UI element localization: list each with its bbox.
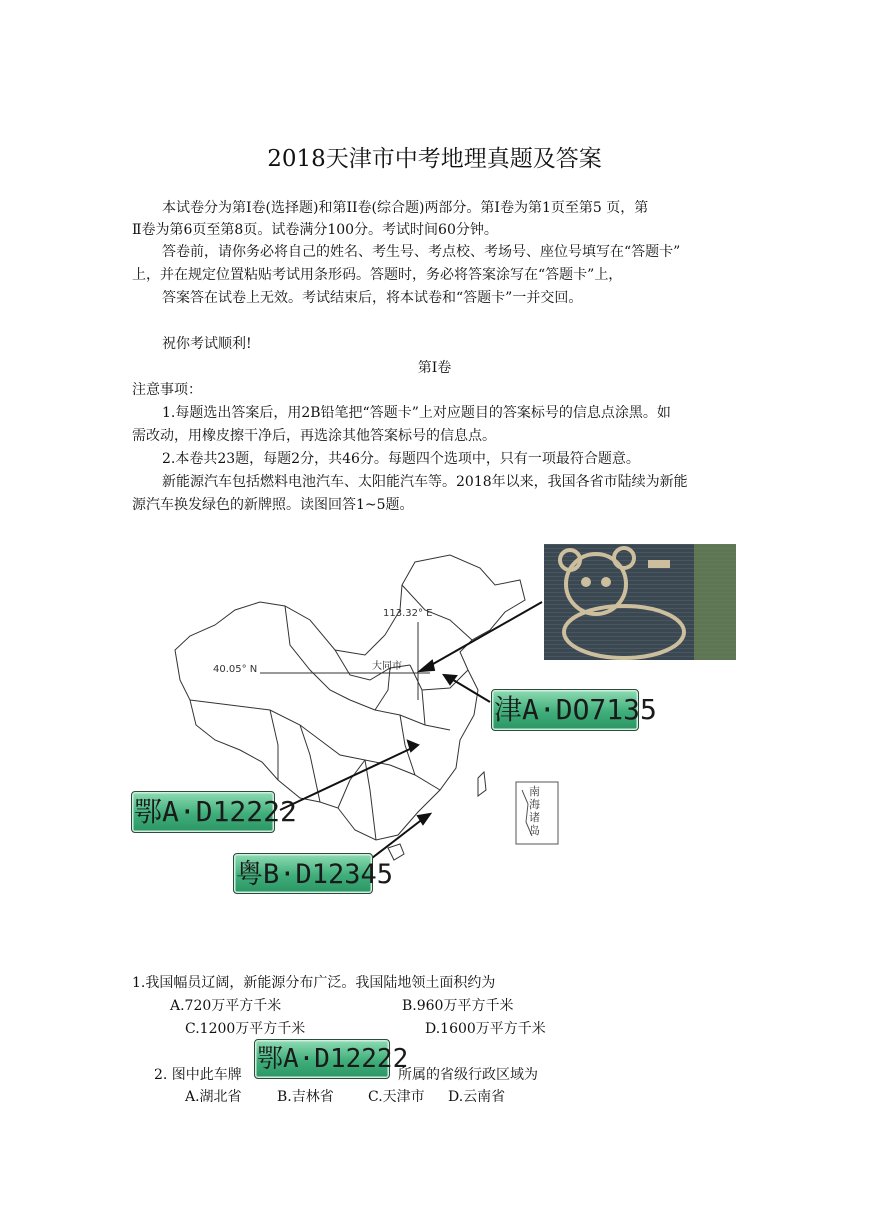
q1-option-d: D.1600万平方千米 bbox=[425, 1021, 546, 1037]
plate-guangdong bbox=[233, 853, 394, 894]
note-1-line-2: 需改动，用橡皮擦干净后，再选涂其他答案标号的信息点。 bbox=[132, 428, 496, 444]
plate-tianjin-text: 津A·DO7135 bbox=[494, 693, 657, 726]
south-sea-label: 南海诸岛 bbox=[529, 785, 540, 837]
city-label: 大同市 bbox=[372, 661, 402, 672]
intro-line-4: 上，并在规定位置粘贴考试用条形码。答题时，务必将答案涂写在“答题卡”上， bbox=[132, 267, 623, 283]
longitude-label: 113.32° E bbox=[383, 608, 433, 619]
q2-plate bbox=[254, 1039, 409, 1079]
q1-option-c: C.1200万平方千米 bbox=[185, 1021, 306, 1037]
intro-line-5: 答案答在试卷上无效。考试结束后，将本试卷和“答题卡”一并交回。 bbox=[162, 290, 583, 306]
section-heading: 第Ⅰ卷 bbox=[417, 360, 452, 376]
q1-option-a: A.720万平方千米 bbox=[170, 998, 282, 1014]
note-2: 2.本卷共23题，每题2分，共46分。每题四个选项中，只有一项最符合题意。 bbox=[162, 451, 640, 467]
wish-text: 祝你考试顺利! bbox=[162, 336, 252, 352]
page-title: 2018天津市中考地理真题及答案 bbox=[267, 146, 602, 172]
solar-panda-photo bbox=[544, 544, 736, 660]
intro-line-2: Ⅱ卷为第6页至第8页。试卷满分100分。考试时间60分钟。 bbox=[132, 222, 498, 238]
q2-option-d: D.云南省 bbox=[448, 1089, 506, 1105]
plate-hubei bbox=[131, 791, 297, 833]
plate-hubei-text: 鄂A·D12222 bbox=[134, 795, 297, 828]
q2-plate-text: 鄂A·D12222 bbox=[257, 1044, 409, 1074]
q1-option-b: B.960万平方千米 bbox=[402, 998, 514, 1014]
context-line-1: 新能源汽车包括燃料电池汽车、太阳能汽车等。2018年以来，我国各省市陆续为新能 bbox=[162, 474, 688, 490]
q2-option-b: B.吉林省 bbox=[277, 1089, 334, 1105]
intro-line-1: 本试卷分为第Ⅰ卷(选择题)和第II卷(综合题)两部分。第Ⅰ卷为第1页至第5 页，第 bbox=[162, 200, 649, 216]
q1-stem: 1.我国幅员辽阔，新能源分布广泛。我国陆地领土面积约为 bbox=[132, 975, 496, 991]
notes-heading: 注意事项： bbox=[132, 382, 202, 398]
context-line-2: 源汽车换发绿色的新牌照。读图回答1~5题。 bbox=[132, 497, 414, 513]
latitude-label: 40.05° N bbox=[213, 664, 258, 675]
q2-option-a: A.湖北省 bbox=[185, 1089, 242, 1105]
q2-stem-post: 所属的省级行政区域为 bbox=[398, 1067, 538, 1083]
note-1-line-1: 1.每题选出答案后，用2B铅笔把“答题卡”上对应题目的答案标号的信息点涂黑。如 bbox=[162, 405, 671, 421]
intro-line-3: 答卷前，请你务必将自己的姓名、考生号、考点校、考场号、座位号填写在“答题卡” bbox=[162, 244, 681, 260]
q2-stem-pre: 2. 图中此车牌 bbox=[154, 1067, 242, 1083]
q2-option-c: C.天津市 bbox=[368, 1089, 425, 1105]
plate-guangdong-text: 粤B·D12345 bbox=[236, 859, 394, 890]
plate-tianjin bbox=[491, 689, 657, 731]
